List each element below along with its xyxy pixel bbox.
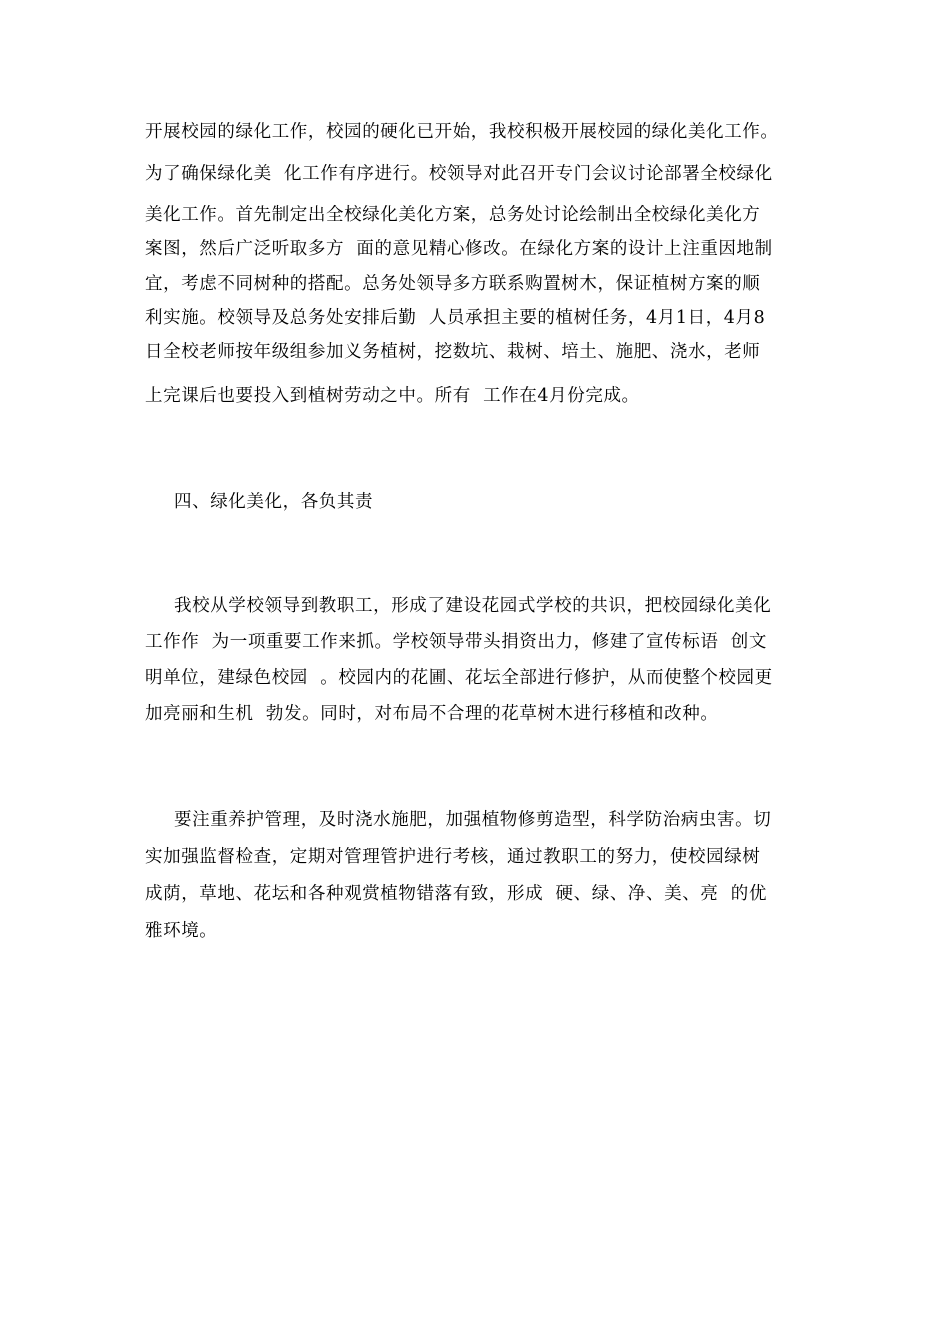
paragraph-line: 日全校老师按年级组参加义务植树，挖数坑、栽树、培土、施肥、浇水，老师 — [145, 342, 761, 362]
paragraph-line: 加亮丽和生机 勃发。同时，对布局不合理的花草树木进行移植和改种。 — [145, 704, 719, 724]
paragraph-line: 宜，考虑不同树种的搭配。总务处领导多方联系购置树木，保证植树方案的顺 — [145, 274, 761, 294]
paragraph-line: 案图，然后广泛听取多方 面的意见精心修改。在绿化方案的设计上注重因地制 — [145, 239, 773, 259]
paragraph-line: 要注重养护管理，及时浇水施肥，加强植物修剪造型，科学防治病虫害。切 — [174, 810, 772, 830]
paragraph-line: 利实施。校领导及总务处安排后勤 人员承担主要的植树任务，4月1日，4月8 — [145, 308, 766, 328]
paragraph-line: 我校从学校领导到教职工，形成了建设花园式学校的共识，把校园绿化美化 — [174, 596, 772, 616]
paragraph-line: 美化工作。首先制定出全校绿化美化方案，总务处讨论绘制出全校绿化美化方 — [145, 205, 761, 225]
paragraph-line: 成荫，草地、花坛和各种观赏植物错落有致，形成 硬、绿、净、美、亮 的优 — [145, 884, 767, 904]
section-heading: 四、绿化美化，各负其责 — [174, 492, 374, 512]
paragraph-line: 为了确保绿化美 化工作有序进行。校领导对此召开专门会议讨论部署全校绿化 — [145, 164, 773, 184]
paragraph-line: 明单位，建绿色校园 。校园内的花圃、花坛全部进行修护，从而使整个校园更 — [145, 668, 773, 688]
paragraph-line: 雅环境。 — [145, 921, 218, 941]
paragraph-line: 上完课后也要投入到植树劳动之中。所有 工作在4月份完成。 — [145, 386, 640, 406]
paragraph-line: 实加强监督检查，定期对管理管护进行考核，通过教职工的努力，使校园绿树 — [145, 847, 761, 867]
paragraph-line: 工作作 为一项重要工作来抓。学校领导带头捐资出力，修建了宣传标语 创文 — [145, 632, 767, 652]
paragraph-line: 开展校园的绿化工作，校园的硬化已开始，我校积极开展校园的绿化美化工作。 — [145, 122, 779, 142]
